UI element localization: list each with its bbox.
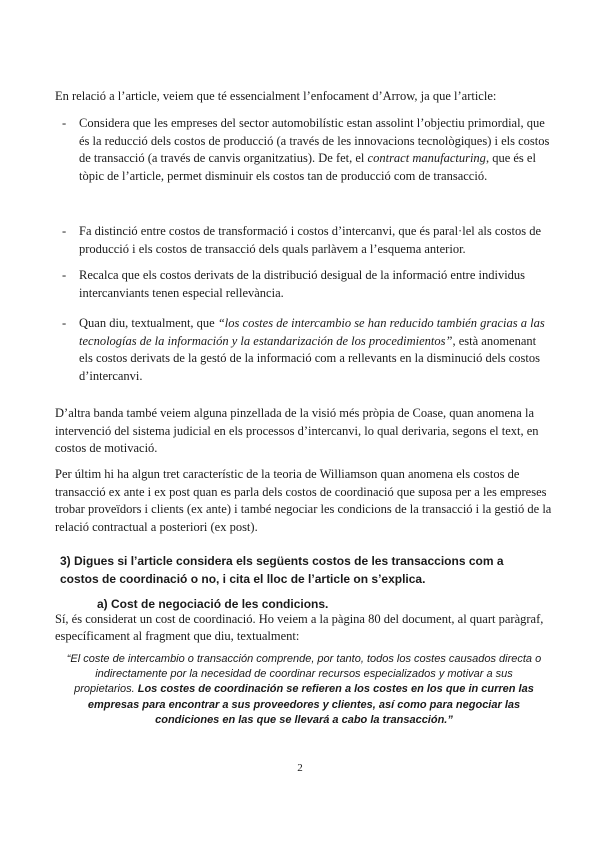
quote-bold-text: Los costes de coordinación se refieren a los costes en los que in curren las empresas para encontrar a sus proveedores y clientes, así como para negociar las condiciones en las que se llevará a cabo la transacción.” xyxy=(87,683,534,726)
bullet-text-start: Fa distinció entre costos de transformació i costos d’intercanvi, que és paral·lel als costos de producció i els costos de transacció dels quals parlàvem a l’esquema anterior. xyxy=(79,224,542,256)
page-number: 2 xyxy=(297,762,303,774)
bullet-text-italic: contract manufacturing xyxy=(367,151,486,165)
intro-paragraph: En relació a l’article, veiem que té essencialment l’enfocament d’Arrow, ja que l’article: xyxy=(55,89,497,103)
list-item xyxy=(62,267,552,302)
bullet-text-end: , està anomenant els costos derivats de la gestó de la informació com a rellevants en la disminució dels costos d’intercanvi. xyxy=(79,333,540,383)
bullet-text-italic: “los costes de intercambio se han reducido también gracias a las tecnologías de la información y la estandarización de los procedimientos” xyxy=(79,316,545,348)
bullet-text-end: , que és el tòpic de l’article, permet disminuir els costos tan de producció com de transacció. xyxy=(79,151,536,183)
block-quote xyxy=(64,652,544,728)
subheading: a) Cost de negociació de les condicions. xyxy=(97,597,329,611)
list-item xyxy=(62,223,552,258)
bullet-dash: - xyxy=(62,316,67,330)
bullet-text xyxy=(79,315,552,385)
list-item xyxy=(62,315,552,385)
bullet-text-start: Recalca que els costos derivats de la distribució desigual de la informació entre individus intercanviants tenen especial rellevància. xyxy=(79,268,526,300)
bullet-text xyxy=(79,267,552,302)
answer-paragraph: Sí, és considerat un cost de coordinació. Ho veiem a la pàgina 80 del document, al quart paràgraf, específicament al fragment que diu, textualment: xyxy=(55,612,544,643)
bullet-text xyxy=(79,115,552,185)
williamson-paragraph: Per últim hi ha algun tret característic de la teoria de Williamson quan anomena els costos de transacció ex ante i ex post quan es parla dels costos de coordinació que suposa per a les empreses trobar proveïdors i clients (ex ante) i també negociar les condicions de la transacció i la gestió de la relació contractual a posteriori (ex post). xyxy=(55,467,552,534)
bullet-text-start: Quan diu, textualment, que xyxy=(79,316,218,330)
coase-paragraph: D’altra banda també veiem alguna pinzellada de la visió més pròpia de Coase, quan anomena la intervenció del sistema judicial en els processos d’intercanvi, lo qual derivaria, segons el text, en costos de motivació. xyxy=(55,406,539,455)
bullet-text-start: Considera que les empreses del sector automobilístic estan assolint l’objectiu primordial, que és la reducció dels costos de producció (a través de les innovacions tecnològiques) i els costos de transacció (a través de canvis organitzatius). De fet, el xyxy=(79,116,550,165)
bullet-dash: - xyxy=(62,116,67,130)
bullet-dash: - xyxy=(62,268,67,282)
bullet-text xyxy=(79,223,552,258)
list-item xyxy=(62,115,552,185)
quote-italic-text: “El coste de intercambio o transacción comprende, por tanto, todos los costes causados directa o indirectamente por la necesidad de coordinar recursos especializados y motivar a sus propietarios. xyxy=(66,653,542,696)
question-heading: 3) Digues si l’article considera els següents costos de les transaccions com a costos de coordinació o no, i cita el lloc de l’article on s’explica. xyxy=(60,554,504,586)
bullet-dash: - xyxy=(62,224,67,238)
